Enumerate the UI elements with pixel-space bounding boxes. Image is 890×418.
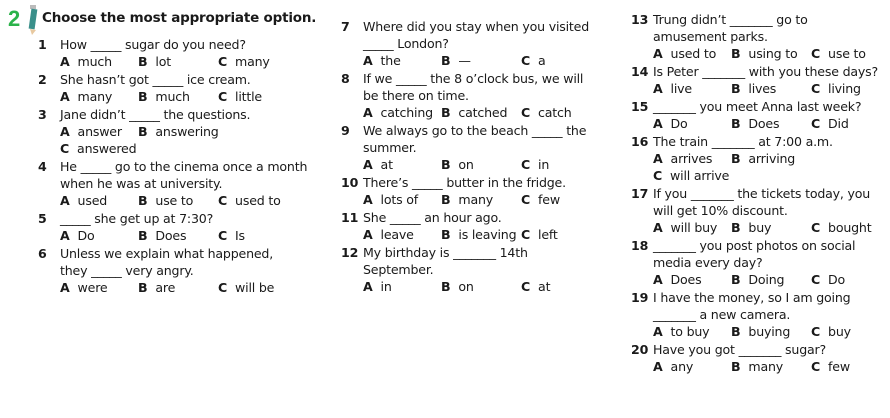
option-letter: B [441,192,451,207]
question-8 [341,70,623,121]
question-stem: My birthday is _______ 14th [363,245,528,260]
option-text: answer [77,124,122,139]
option-text: used to [670,46,717,61]
option-letter: A [653,220,663,235]
question-stem: will get 10% discount. [653,203,788,218]
option-a[interactable] [60,192,107,209]
option-text: Does [670,272,702,287]
option-letter: A [363,105,373,120]
option-letter: C [218,54,228,69]
option-letter: B [138,228,148,243]
option-text: will buy [670,220,718,235]
question-12 [341,244,623,295]
question-number: 18 [631,238,649,253]
option-text: are [155,280,176,295]
option-text: lot [155,54,171,69]
option-b[interactable] [441,226,516,243]
option-b[interactable] [441,278,474,295]
option-a[interactable] [653,358,693,375]
option-c[interactable] [811,323,851,340]
option-letter: A [363,53,373,68]
question-stem: summer. [363,140,417,155]
option-letter: A [653,359,663,374]
option-a[interactable] [653,115,688,132]
question-stem: How _____ sugar do you need? [60,37,246,52]
question-number: 14 [631,64,649,79]
option-c[interactable] [521,156,549,173]
option-b[interactable] [138,279,175,296]
question-16 [631,133,888,184]
option-c[interactable] [811,45,866,62]
option-text: Doing [748,272,785,287]
question-9 [341,122,623,173]
question-stem: _______ you meet Anna last week? [653,99,862,114]
option-text: answered [77,141,137,156]
option-letter: A [653,272,663,287]
option-c[interactable] [653,167,729,184]
question-number: 12 [341,245,359,260]
option-text: use to [155,193,194,208]
option-text: Do [77,228,95,243]
option-c[interactable] [521,191,560,208]
option-letter: A [653,81,663,96]
option-letter: C [811,81,821,96]
option-letter: B [138,124,148,139]
option-letter: A [60,280,70,295]
option-text: few [538,192,560,207]
option-letter: C [521,227,531,242]
option-text: in [380,279,392,294]
option-letter: A [60,54,70,69]
option-a[interactable] [363,226,414,243]
option-text: to buy [670,324,710,339]
option-a[interactable] [363,52,401,69]
question-number: 16 [631,134,649,149]
question-stem: when he was at university. [60,176,223,191]
question-column-3 [631,11,888,376]
option-text: were [77,280,108,295]
question-stem: Jane didn’t _____ the questions. [60,107,251,122]
option-b[interactable] [441,52,471,69]
question-stem: they _____ very angry. [60,263,194,278]
option-a[interactable] [60,53,112,70]
option-c[interactable] [521,104,572,121]
question-10 [341,174,623,208]
option-letter: A [363,227,373,242]
question-19 [631,289,888,340]
option-a[interactable] [653,271,701,288]
option-c[interactable] [811,358,850,375]
option-b[interactable] [731,323,790,340]
option-text: any [670,359,694,374]
option-text: catched [458,105,508,120]
exercise-instruction: Choose the most appropriate option. [42,10,317,26]
option-b[interactable] [138,227,186,244]
question-column-2 [341,18,623,296]
option-letter: A [363,192,373,207]
option-text: arriving [748,151,796,166]
option-text: use to [828,46,866,61]
option-text: answering [155,124,219,139]
option-text: Does [748,116,780,131]
option-letter: B [441,53,451,68]
question-stem: I have the money, so I am going [653,290,851,305]
option-text: many [235,54,270,69]
option-letter: A [60,89,70,104]
option-text: on [458,279,474,294]
option-b[interactable] [441,191,493,208]
question-3 [38,106,330,157]
question-number: 6 [38,246,47,261]
option-letter: C [521,192,531,207]
option-text: arrives [670,151,713,166]
option-a[interactable] [60,227,95,244]
option-a[interactable] [363,191,418,208]
option-b[interactable] [731,115,779,132]
option-b[interactable] [138,53,171,70]
question-2 [38,71,330,105]
option-letter: C [218,89,228,104]
option-letter: B [441,227,451,242]
option-letter: B [731,359,741,374]
option-text: the [380,53,401,68]
option-c[interactable] [811,219,871,236]
option-a[interactable] [363,104,433,121]
option-text: much [77,54,112,69]
question-stem: _______ you post photos on social [653,238,856,253]
option-text: Does [155,228,187,243]
option-letter: B [138,54,148,69]
option-letter: A [653,151,663,166]
option-text: will arrive [670,168,730,183]
option-b[interactable] [441,156,474,173]
question-stem: He _____ go to the cinema once a month [60,159,308,174]
option-text: used [77,193,108,208]
option-text: a [538,53,546,68]
question-stem: Unless we explain what happened, [60,246,274,261]
option-a[interactable] [363,278,392,295]
question-7 [341,18,623,69]
option-text: at [380,157,393,172]
option-b[interactable] [731,358,783,375]
option-letter: B [731,151,741,166]
option-letter: B [731,116,741,131]
option-b[interactable] [731,219,771,236]
option-b[interactable] [731,271,784,288]
option-text: buy [748,220,772,235]
option-c[interactable] [218,88,262,105]
option-letter: B [731,220,741,235]
question-14 [631,63,888,97]
option-a[interactable] [60,123,122,140]
option-c[interactable] [218,53,270,70]
option-letter: C [521,157,531,172]
question-number: 2 [38,72,47,87]
option-text: lives [748,81,777,96]
option-a[interactable] [60,88,112,105]
question-number: 3 [38,107,47,122]
question-number: 19 [631,290,649,305]
option-a[interactable] [60,279,107,296]
question-stem: If you _______ the tickets today, you [653,186,871,201]
question-number: 11 [341,210,359,225]
option-letter: A [363,157,373,172]
option-b[interactable] [731,80,776,97]
question-stem: She hasn’t got _____ ice cream. [60,72,251,87]
option-letter: C [811,220,821,235]
option-letter: A [653,324,663,339]
option-text: buy [828,324,851,339]
option-a[interactable] [653,150,712,167]
option-text: few [828,359,850,374]
option-c[interactable] [60,140,136,157]
question-stem: media every day? [653,255,763,270]
question-stem: If we _____ the 8 o’clock bus, we will [363,71,584,86]
option-text: is leaving [458,227,517,242]
option-a[interactable] [653,219,717,236]
option-b[interactable] [441,104,507,121]
option-a[interactable] [363,156,393,173]
option-a[interactable] [653,323,709,340]
option-text: many [458,192,494,207]
option-c[interactable] [218,192,281,209]
option-b[interactable] [731,150,795,167]
question-stem: Is Peter _______ with you these days? [653,64,878,79]
option-letter: C [811,116,821,131]
question-stem: We always go to the beach _____ the [363,123,587,138]
option-b[interactable] [731,45,797,62]
option-letter: C [218,193,228,208]
option-text: left [538,227,558,242]
option-text: lots of [380,192,418,207]
question-5 [38,210,330,244]
question-stem: Where did you stay when you visited [363,19,589,34]
question-15 [631,98,888,132]
question-stem: She _____ an hour ago. [363,210,502,225]
option-letter: A [60,228,70,243]
option-text: using to [748,46,798,61]
option-letter: C [521,105,531,120]
option-text: on [458,157,474,172]
option-letter: C [218,228,228,243]
option-text: used to [235,193,281,208]
option-letter: B [138,89,148,104]
question-number: 7 [341,19,350,34]
option-c[interactable] [218,279,274,296]
option-text: leave [380,227,414,242]
question-13 [631,11,888,62]
option-letter: C [521,279,531,294]
question-number: 10 [341,175,359,190]
question-number: 1 [38,37,47,52]
question-20 [631,341,888,375]
question-number: 8 [341,71,350,86]
option-letter: C [60,141,70,156]
option-text: little [235,89,262,104]
option-letter: B [441,279,451,294]
question-number: 15 [631,99,649,114]
option-b[interactable] [138,192,193,209]
option-letter: C [811,272,821,287]
option-text: at [538,279,551,294]
question-stem: Have you got _______ sugar? [653,342,826,357]
exercise-number: 2 [8,6,21,31]
question-18 [631,237,888,288]
option-letter: C [218,280,228,295]
option-text: Is [235,228,245,243]
question-17 [631,185,888,236]
question-stem: amusement parks. [653,29,768,44]
question-stem: be there on time. [363,88,469,103]
option-letter: C [811,359,821,374]
question-stem: September. [363,262,434,277]
question-stem: The train _______ at 7:00 a.m. [653,134,833,149]
option-letter: A [60,124,70,139]
option-letter: A [653,46,663,61]
option-letter: B [441,105,451,120]
question-stem: _____ London? [363,36,449,51]
option-letter: A [60,193,70,208]
option-c[interactable] [218,227,245,244]
option-text: Do [670,116,688,131]
option-text: living [828,81,861,96]
option-c[interactable] [521,226,558,243]
option-c[interactable] [811,115,849,132]
option-letter: B [138,280,148,295]
option-letter: B [731,46,741,61]
option-letter: B [731,81,741,96]
option-text: buying [748,324,791,339]
question-number: 20 [631,342,649,357]
question-number: 17 [631,186,649,201]
option-c[interactable] [521,52,546,69]
question-column-1 [38,36,330,297]
option-letter: B [731,272,741,287]
option-letter: B [138,193,148,208]
pencil-icon [27,4,39,36]
question-number: 9 [341,123,350,138]
question-6 [38,245,330,296]
option-a[interactable] [653,80,692,97]
question-11 [341,209,623,243]
question-number: 5 [38,211,47,226]
option-letter: A [363,279,373,294]
option-text: catch [538,105,572,120]
question-number: 4 [38,159,47,174]
option-letter: A [653,116,663,131]
option-letter: B [731,324,741,339]
option-text: many [77,89,113,104]
option-text: Did [828,116,849,131]
option-b[interactable] [138,123,219,140]
option-text: — [458,53,471,68]
question-stem: Trung didn’t _______ go to [653,12,808,27]
option-c[interactable] [521,278,550,295]
option-text: live [670,81,692,96]
option-text: bought [828,220,872,235]
question-stem: There’s _____ butter in the fridge. [363,175,566,190]
option-a[interactable] [653,45,716,62]
option-c[interactable] [811,271,845,288]
question-stem: _______ a new camera. [653,307,791,322]
question-4 [38,158,330,209]
option-text: catching [380,105,433,120]
option-b[interactable] [138,88,190,105]
option-text: in [538,157,550,172]
option-letter: C [521,53,531,68]
option-letter: C [653,168,663,183]
option-text: will be [235,280,275,295]
option-c[interactable] [811,80,861,97]
question-stem: _____ she get up at 7:30? [60,211,214,226]
question-1 [38,36,330,70]
option-text: many [748,359,784,374]
option-letter: C [811,324,821,339]
option-letter: B [441,157,451,172]
option-letter: C [811,46,821,61]
option-text: Do [828,272,846,287]
option-text: much [155,89,190,104]
question-number: 13 [631,12,649,27]
